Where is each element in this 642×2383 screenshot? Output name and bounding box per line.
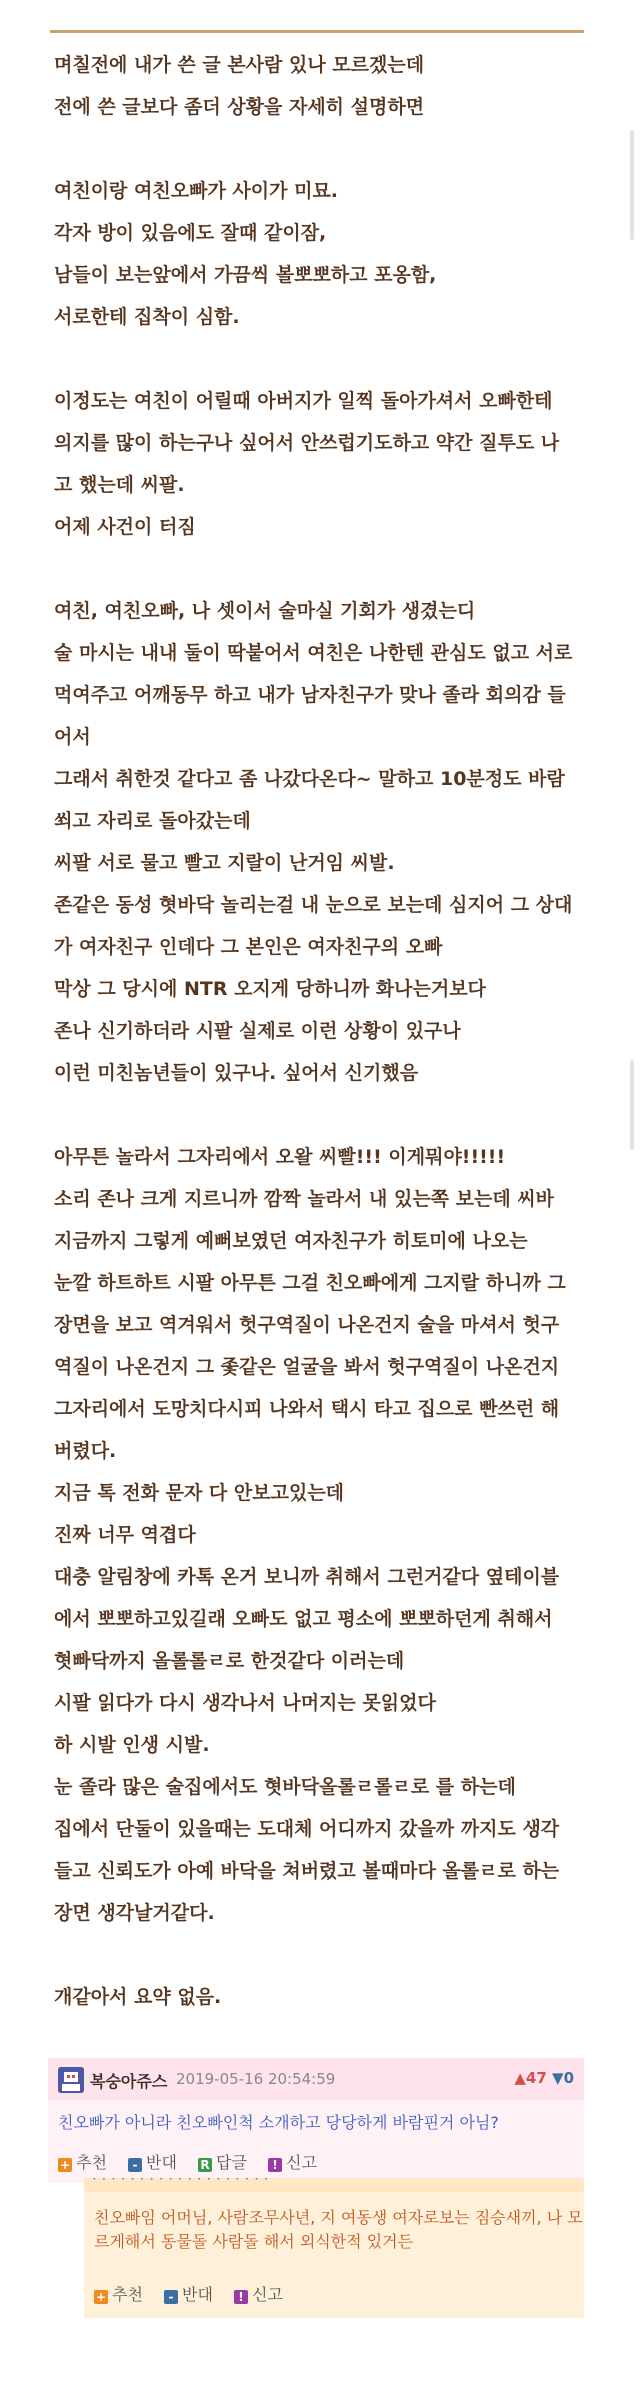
post-line: 하 시발 인생 시발. (54, 1734, 210, 1756)
report-icon: ! (234, 2290, 248, 2304)
post-line: 지금 톡 전화 문자 다 안보고있는데 (54, 1482, 345, 1504)
post-line: 막상 그 당시에 NTR 오지게 당하니까 화나는거보다 (54, 978, 486, 1000)
post-line: 소리 존나 크게 지르니까 깜짝 놀라서 내 있는쪽 보는데 씨바 (54, 1188, 555, 1210)
recommend-label: 추천 (76, 2153, 107, 2172)
report-button[interactable] (268, 2150, 317, 2173)
recommend-label: 추천 (112, 2285, 143, 2304)
comment-actions (58, 2150, 333, 2173)
comment-votes (514, 2069, 574, 2087)
post-line: 개같아서 요약 없음. (54, 1986, 222, 2008)
top-divider (50, 30, 584, 33)
reply-icon: R (198, 2158, 212, 2172)
comment-header (48, 2058, 584, 2100)
post-line: 들고 신뢰도가 아예 바닥을 쳐버렸고 볼때마다 올롤ㄹ로 하는 (54, 1860, 560, 1882)
post-line: 장면 생각날거같다. (54, 1902, 215, 1924)
post-line: 진짜 너무 역겹다 (54, 1524, 196, 1546)
recommend-button[interactable] (58, 2150, 107, 2173)
paragraph-gap (54, 338, 574, 380)
post-line: 이런 미친놈년들이 있구나. 싶어서 신기했음 (54, 1062, 419, 1084)
post-line: 혓빠닥까지 올롤롤ㄹ로 한것같다 이러는데 (54, 1650, 405, 1672)
oppose-label: 반대 (146, 2153, 177, 2172)
oppose-button[interactable] (128, 2150, 177, 2173)
post-line: 의지를 많이 하는구나 싶어서 안쓰럽기도하고 약간 질투도 나 (54, 432, 560, 454)
post-line: 각자 방이 있음에도 잘때 같이잠, (54, 222, 327, 244)
paragraph-gap (54, 128, 574, 170)
paragraph-gap (54, 1094, 574, 1136)
paragraph-gap (54, 548, 574, 590)
post-line: 그래서 취한것 같다고 좀 나갔다온다~ 말하고 10분정도 바람 (54, 768, 565, 790)
thumbs-down-icon: ▼ (552, 2069, 564, 2087)
post-line: 존같은 동성 혓바닥 놀리는걸 내 눈으로 보는데 심지어 그 상대 (54, 894, 573, 916)
oppose-button[interactable] (164, 2282, 213, 2305)
post-line: 어제 사건이 터짐 (54, 516, 196, 538)
scrollbar-thumb[interactable] (630, 130, 634, 240)
post-line: 버렸다. (54, 1440, 117, 1462)
post-line: 그자리에서 도망치다시피 나와서 택시 타고 집으로 빤쓰런 해 (54, 1398, 560, 1420)
post-line: 이정도는 여친이 어릴때 아버지가 일찍 돌아가셔서 오빠한테 (54, 390, 553, 412)
comment-reply-item (84, 2178, 584, 2318)
recommend-icon: + (59, 2158, 71, 2172)
post-line: 쐬고 자리로 돌아갔는데 (54, 810, 251, 832)
post-line: 집에서 단둘이 있을때는 도대체 어디까지 갔을까 까지도 생각 (54, 1818, 560, 1840)
recommend-icon: + (95, 2290, 107, 2304)
avatar-icon[interactable] (58, 2067, 84, 2093)
post-line: 먹여주고 어깨동무 하고 내가 남자친구가 맞나 졸라 회의감 들 (54, 684, 566, 706)
thumbs-up-icon: ▲ (514, 2069, 526, 2087)
post-line: 씨팔 서로 물고 빨고 지랄이 난거임 씨발. (54, 852, 395, 874)
reply-button[interactable] (198, 2150, 247, 2173)
upvote-count: 47 (525, 2069, 547, 2087)
post-line: 가 여자친구 인데다 그 본인은 여자친구의 오빠 (54, 936, 443, 958)
post-line: 역질이 나온건지 그 좇같은 얼굴을 봐서 헛구역질이 나온건지 (54, 1356, 560, 1378)
post-line: 여친이랑 여친오빠가 사이가 미묘. (54, 180, 339, 202)
comment-text: 친오빠임 어머님, 사람조무사년, 지 여동생 여자로보는 짐승새끼, 나 모르게해서 동물돌 사람돌 해서 외식한적 있거든 (94, 2208, 583, 2251)
post-line: 술 마시는 내내 둘이 딱붙어서 여친은 나한텐 관심도 없고 서로 (54, 642, 573, 664)
reply-label: 답글 (216, 2153, 247, 2172)
comment-username[interactable]: 복숭아쥬스 (90, 2072, 168, 2091)
report-icon: ! (268, 2158, 282, 2172)
paragraph-gap (54, 1934, 574, 1976)
report-label: 신고 (252, 2285, 283, 2304)
post-line: 전에 쓴 글보다 좀더 상황을 자세히 설명하면 (54, 96, 425, 118)
comment-item (48, 2058, 584, 2183)
post-line: 대충 알림창에 카톡 온거 보니까 취해서 그런거같다 옆테이블 (54, 1566, 560, 1588)
post-body (54, 44, 574, 2018)
post-line: 서로한테 집착이 심함. (54, 306, 240, 328)
post-line: 장면을 보고 역겨워서 헛구역질이 나온건지 술을 마셔서 헛구 (54, 1314, 560, 1336)
comment-text: 친오빠가 아니라 친오빠인척 소개하고 당당하게 바람핀거 아님? (58, 2113, 499, 2132)
scrollbar-thumb[interactable] (630, 1060, 634, 1150)
report-button[interactable] (234, 2282, 283, 2305)
post-line: 남들이 보는앞에서 가끔씩 볼뽀뽀하고 포옹함, (54, 264, 437, 286)
downvote-count: 0 (563, 2069, 574, 2087)
post-line: 존나 신기하더라 시팔 실제로 이런 상황이 있구나 (54, 1020, 461, 1042)
post-line: 고 했는데 씨팔. (54, 474, 185, 496)
report-label: 신고 (286, 2153, 317, 2172)
post-line: 아무튼 놀라서 그자리에서 오왈 씨빨!!! 이게뭐야!!!!! (54, 1146, 506, 1168)
post-line: 눈 졸라 많은 술집에서도 혓바닥올롤ㄹ롤ㄹ로 를 하는데 (54, 1776, 516, 1798)
oppose-icon: - (128, 2158, 142, 2172)
recommend-button[interactable] (94, 2282, 143, 2305)
comment-header: · · · · · · · · · · · · · · · · · · · (84, 2178, 584, 2192)
post-line: 지금까지 그렇게 예뻐보였던 여자친구가 히토미에 나오는 (54, 1230, 528, 1252)
post-line: 어서 (54, 726, 91, 748)
post-line: 눈깔 하트하트 시팔 아무튼 그걸 친오빠에게 그지랄 하니까 그 (54, 1272, 566, 1294)
post-line: 에서 뽀뽀하고있길래 오빠도 없고 평소에 뽀뽀하던게 취해서 (54, 1608, 553, 1630)
oppose-label: 반대 (182, 2285, 213, 2304)
oppose-icon: - (164, 2290, 178, 2304)
comment-date: 2019-05-16 20:54:59 (176, 2070, 336, 2088)
post-line: 며칠전에 내가 쓴 글 본사람 있나 모르겠는데 (54, 54, 425, 76)
comment-actions (94, 2282, 299, 2305)
post-line: 시팔 읽다가 다시 생각나서 나머지는 못읽었다 (54, 1692, 436, 1714)
post-line: 여친, 여친오빠, 나 셋이서 술마실 기회가 생겼는디 (54, 600, 476, 622)
